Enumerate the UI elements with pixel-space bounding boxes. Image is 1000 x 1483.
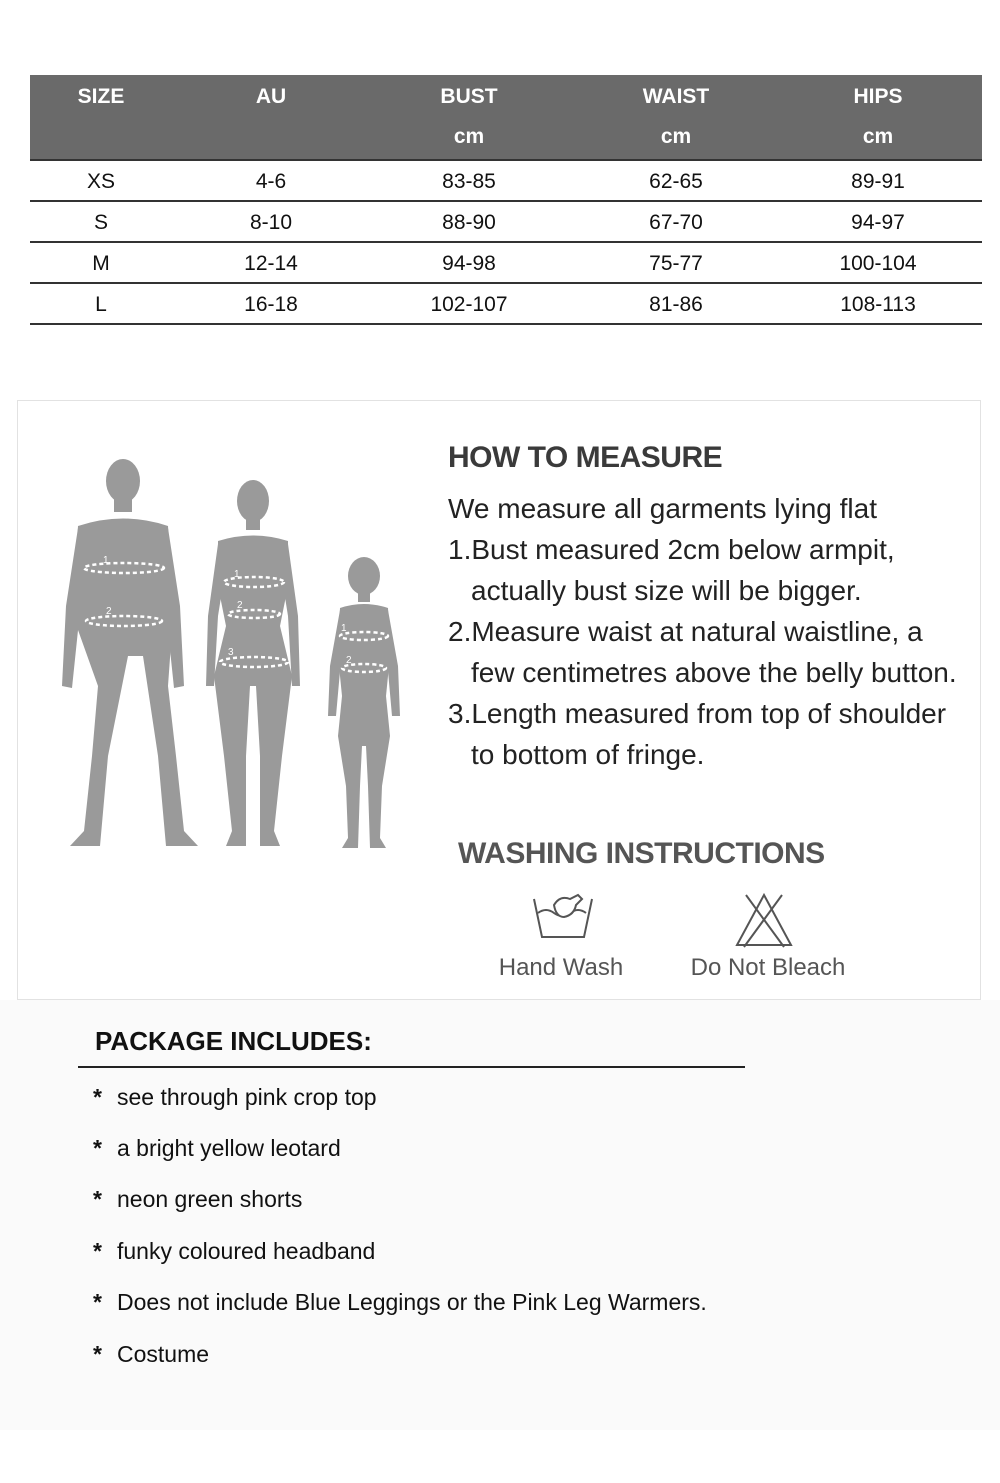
list-item bbox=[93, 1186, 302, 1213]
table-row bbox=[30, 161, 982, 202]
package-item-text: neon green shorts bbox=[117, 1186, 303, 1212]
measure-line: We measure all garments lying flat bbox=[448, 493, 877, 524]
unit-hips: cm bbox=[862, 125, 894, 148]
cell-bust: 83-85 bbox=[442, 170, 496, 193]
bullet-star: * bbox=[93, 1084, 102, 1110]
man-label-2: 2 bbox=[106, 606, 112, 617]
package-item-text: see through pink crop top bbox=[117, 1084, 377, 1110]
cell-waist: 75-77 bbox=[649, 252, 703, 275]
woman-label-1: 1 bbox=[234, 569, 240, 580]
cell-waist: 81-86 bbox=[649, 293, 703, 316]
cell-bust: 88-90 bbox=[442, 211, 496, 234]
bullet-star: * bbox=[93, 1135, 102, 1161]
measure-guide-panel bbox=[17, 400, 981, 1000]
cell-au: 4-6 bbox=[255, 170, 287, 193]
cell-bust: 94-98 bbox=[442, 252, 496, 275]
table-row bbox=[30, 202, 982, 243]
unit-waist: cm bbox=[660, 125, 692, 148]
bullet-star: * bbox=[93, 1238, 102, 1264]
list-item bbox=[93, 1084, 377, 1111]
package-item-text: a bright yellow leotard bbox=[117, 1135, 341, 1161]
package-includes-title: PACKAGE INCLUDES: bbox=[95, 1026, 372, 1056]
header-bust: BUST bbox=[440, 85, 498, 108]
cell-size: L bbox=[95, 293, 107, 316]
measure-line: to bottom of fringe. bbox=[471, 739, 705, 770]
cell-hips: 108-113 bbox=[840, 293, 916, 316]
package-item-text: Does not include Blue Leggings or the Pink Leg Warmers. bbox=[117, 1289, 707, 1315]
title-divider bbox=[78, 1066, 745, 1068]
woman-label-3: 3 bbox=[228, 647, 234, 658]
size-chart-table bbox=[30, 75, 982, 325]
cell-size: XS bbox=[86, 170, 115, 193]
list-item bbox=[93, 1135, 341, 1162]
unit-bust: cm bbox=[453, 125, 485, 148]
child-label-1: 1 bbox=[341, 623, 347, 634]
cell-waist: 67-70 bbox=[649, 211, 703, 234]
package-includes-section bbox=[0, 1000, 1000, 1430]
header-hips: HIPS bbox=[853, 85, 903, 108]
package-item-text: funky coloured headband bbox=[117, 1238, 376, 1264]
package-item-text: Costume bbox=[117, 1341, 210, 1367]
cell-waist: 62-65 bbox=[649, 170, 703, 193]
header-size: SIZE bbox=[77, 85, 125, 108]
measure-line: 3.Length measured from top of shoulder bbox=[448, 698, 947, 729]
man-figure bbox=[62, 459, 198, 846]
measure-line: few centimetres above the belly button. bbox=[471, 657, 957, 688]
do-not-bleach-icon bbox=[734, 891, 794, 949]
cell-hips: 89-91 bbox=[851, 170, 905, 193]
cell-au: 8-10 bbox=[249, 211, 293, 234]
man-label-1: 1 bbox=[103, 555, 109, 566]
measure-line: 2.Measure waist at natural waistline, a bbox=[448, 616, 923, 647]
child-label-2: 2 bbox=[346, 655, 352, 666]
child-figure bbox=[328, 557, 400, 848]
list-item bbox=[93, 1289, 707, 1316]
do-not-bleach-label: Do Not Bleach bbox=[690, 954, 846, 981]
how-to-measure-title: HOW TO MEASURE bbox=[448, 441, 723, 474]
measure-line: 1.Bust measured 2cm below armpit, bbox=[448, 534, 895, 565]
header-au: AU bbox=[255, 85, 287, 108]
cell-au: 16-18 bbox=[244, 293, 298, 316]
bullet-star: * bbox=[93, 1289, 102, 1315]
list-item bbox=[93, 1341, 209, 1368]
bullet-star: * bbox=[93, 1186, 102, 1212]
hand-wash-icon bbox=[530, 891, 596, 943]
cell-hips: 100-104 bbox=[839, 252, 917, 275]
cell-hips: 94-97 bbox=[851, 211, 905, 234]
header-waist: WAIST bbox=[642, 85, 710, 108]
woman-label-2: 2 bbox=[237, 600, 243, 611]
washing-instructions-title: WASHING INSTRUCTIONS bbox=[458, 837, 825, 870]
table-row bbox=[30, 243, 982, 284]
hand-wash-label: Hand Wash bbox=[498, 954, 624, 981]
list-item bbox=[93, 1238, 375, 1265]
table-row bbox=[30, 284, 982, 325]
size-chart-header bbox=[30, 75, 982, 161]
measure-line: actually bust size will be bigger. bbox=[471, 575, 862, 606]
cell-size: S bbox=[93, 211, 108, 234]
cell-size: M bbox=[92, 252, 110, 275]
bullet-star: * bbox=[93, 1341, 102, 1367]
body-figures-illustration bbox=[48, 456, 408, 856]
cell-au: 12-14 bbox=[244, 252, 298, 275]
cell-bust: 102-107 bbox=[430, 293, 508, 316]
